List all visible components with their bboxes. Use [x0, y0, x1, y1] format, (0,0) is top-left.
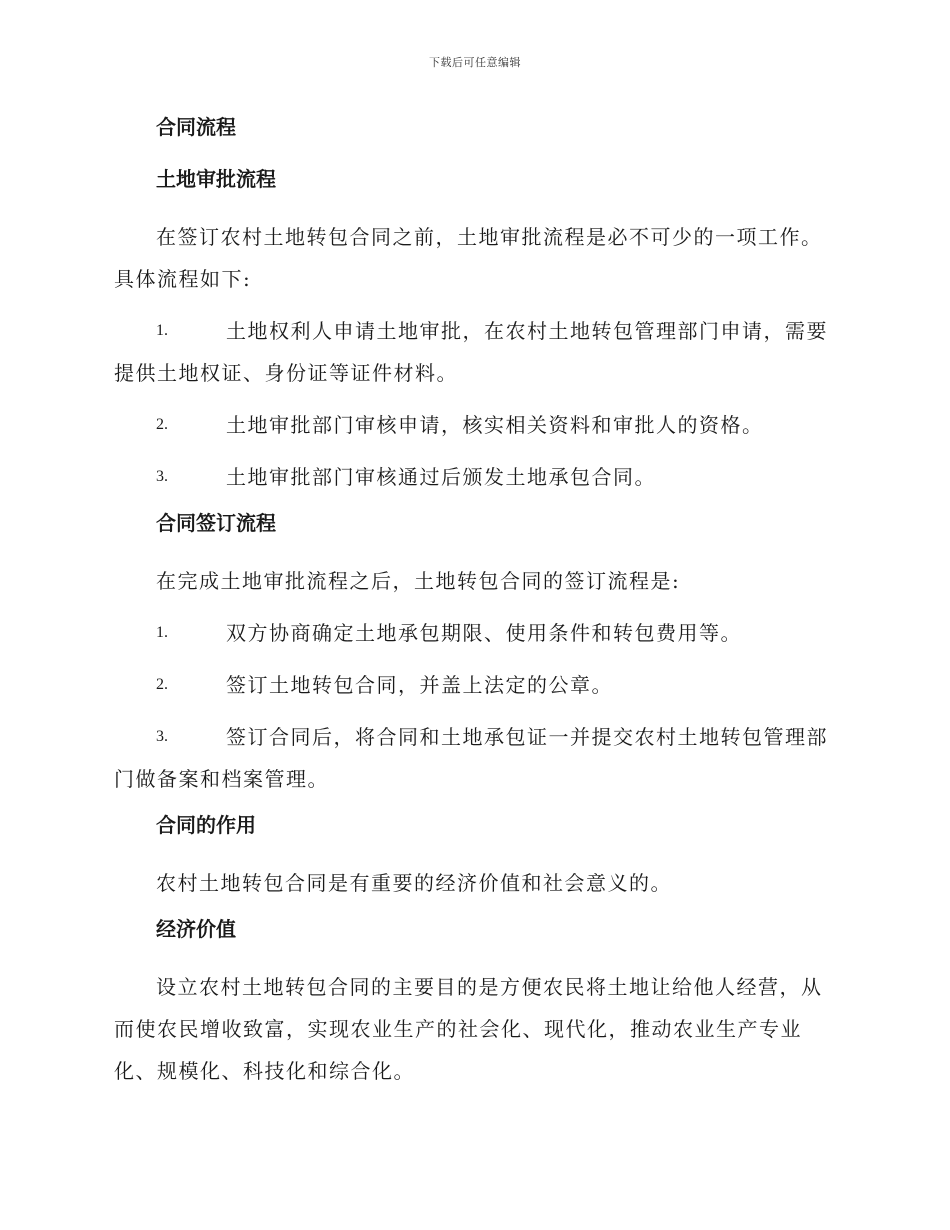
list-item-text: 土地权利人申请土地审批，在农村土地转包管理部门申请，需要提供土地权证、身份证等证件材料。	[114, 319, 828, 385]
list-item-text: 签订土地转包合同，并盖上法定的公章。	[226, 673, 613, 697]
list-item	[114, 664, 834, 706]
list-number: 3.	[156, 728, 168, 745]
list-number: 1.	[156, 322, 168, 339]
heading-contract-role: 合同的作用	[156, 813, 256, 837]
land-approval-intro: 在签订农村土地转包合同之前，土地审批流程是必不可少的一项工作。具体流程如下:	[114, 225, 823, 291]
list-item	[114, 612, 834, 654]
page-header: 下载后可任意编辑	[429, 56, 521, 69]
list-number: 2.	[156, 416, 168, 433]
heading-contract-process: 合同流程	[156, 115, 236, 139]
list-number: 2.	[156, 676, 168, 693]
heading-economic-value: 经济价值	[156, 917, 236, 941]
economic-value-text: 设立农村土地转包合同的主要目的是方便农民将土地让给他人经营，从而使农民增收致富，实现农业生产的社会化、现代化，推动农业生产专业化、规模化、科技化和综合化。	[114, 975, 823, 1083]
list-item-text: 土地审批部门审核通过后颁发土地承包合同。	[226, 465, 656, 489]
list-number: 1.	[156, 624, 168, 641]
list-number: 3.	[156, 468, 168, 485]
list-item	[114, 456, 834, 498]
signing-intro: 在完成土地审批流程之后，土地转包合同的签订流程是:	[156, 569, 681, 593]
list-item-text: 签订合同后，将合同和土地承包证一并提交农村土地转包管理部门做备案和档案管理。	[114, 725, 828, 791]
heading-signing-process: 合同签订流程	[156, 511, 276, 535]
list-item-text: 双方协商确定土地承包期限、使用条件和转包费用等。	[226, 621, 742, 645]
list-item	[114, 310, 834, 394]
list-item	[114, 716, 834, 800]
document-body	[114, 112, 834, 1102]
heading-land-approval: 土地审批流程	[156, 167, 276, 191]
contract-role-intro: 农村土地转包合同是有重要的经济价值和社会意义的。	[156, 871, 672, 895]
list-item	[114, 404, 834, 446]
list-item-text: 土地审批部门审核申请，核实相关资料和审批人的资格。	[226, 413, 764, 437]
